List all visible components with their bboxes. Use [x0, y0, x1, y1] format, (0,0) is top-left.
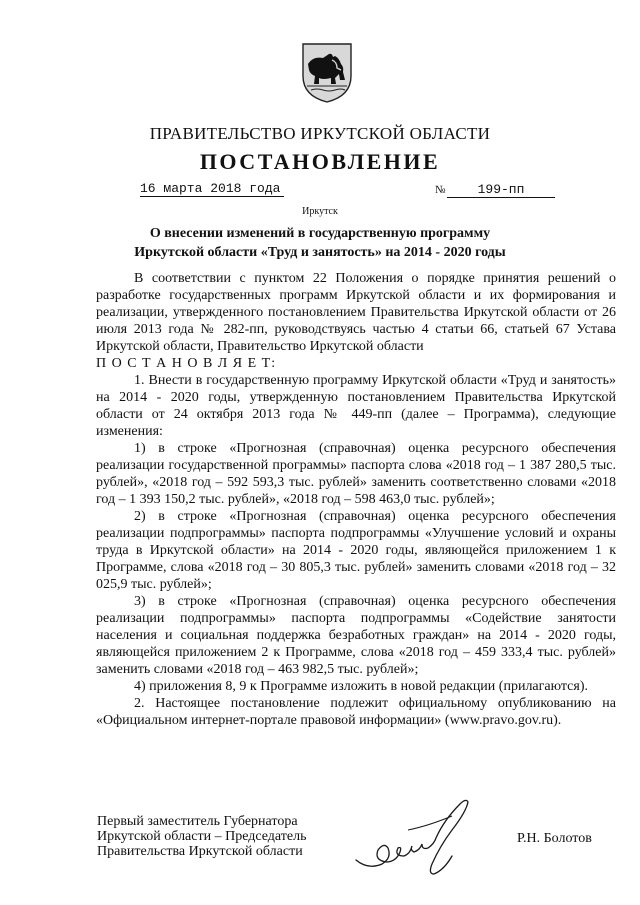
document-number: 199-пп — [447, 182, 555, 198]
paragraph-1: 1. Внести в государственную программу Иркутской области «Труд и занятость» на 2014 - 2020 годы, утвержденную постановлением Правительства Иркутской области от 24 октября 2013 года № 449-пп (далее – Программа), следующие изменения: — [96, 373, 616, 439]
document-date: 16 марта 2018 года — [140, 181, 284, 197]
document-title — [80, 224, 560, 262]
paragraph-1-item-1: 1) в строке «Прогнозная (справочная) оценка ресурсного обеспечения реализации государственной программы» паспорта слова «2018 год – 1 387 280,5 тыс. рублей», «2018 год – 592 593,3 тыс. рублей» заменить соответственно словами «2018 год – 1 393 150,2 тыс. рублей», «2018 год – 598 463,0 тыс. рублей»; — [96, 441, 616, 507]
resolves-heading: П О С Т А Н О В Л Я Е Т: — [96, 356, 277, 371]
signatory-name: Р.Н. Болотов — [517, 831, 592, 846]
paragraph-1-item-4: 4) приложения 8, 9 к Программе изложить в новой редакции (прилагаются). — [134, 679, 588, 694]
paragraph-1-item-2: 2) в строке «Прогнозная (справочная) оценка ресурсного обеспечения реализации подпрограммы» паспорта подпрограммы «Улучшение условий и охраны труда в Иркутской области» на 2014 - 2020 годы, являющейся приложением 1 к Программе, слова «2018 год – 30 805,3 тыс. рублей» заменить словами «2018 год – 32 025,9 тыс. рублей»; — [96, 509, 616, 592]
title-line-2: Иркутской области «Труд и занятость» на 2014 - 2020 годы — [134, 245, 506, 260]
handwritten-signature-icon — [348, 790, 488, 880]
signatory-position — [97, 814, 306, 859]
title-line-1: О внесении изменений в государственную программу — [149, 226, 491, 241]
city: Иркутск — [302, 206, 338, 217]
signatory-line-2: Иркутской области – Председатель — [97, 829, 307, 844]
document-type: ПОСТАНОВЛЕНИЕ — [199, 149, 441, 174]
paragraph-2: 2. Настоящее постановление подлежит официальному опубликованию на «Официальном интернет-портале правовой информации» (www.pravo.gov.ru). — [96, 696, 616, 728]
signatory-line-3: Правительства Иркутской области — [97, 844, 303, 859]
coat-of-arms-icon — [299, 40, 355, 104]
signatory-line-1: Первый заместитель Губернатора — [97, 814, 298, 829]
number-label: № — [435, 184, 446, 196]
government-name: ПРАВИТЕЛЬСТВО ИРКУТСКОЙ ОБЛАСТИ — [149, 124, 491, 143]
preamble: В соответствии с пунктом 22 Положения о порядке принятия решений о разработке государственных программ Иркутской области и их формирования и реализации, утвержденного постановлением Правительства Иркутской области от 26 июля 2013 года № 282-пп, руководствуясь частью 4 статьи 66, статьей 67 Устава Иркутской области, Правительство Иркутской области — [96, 271, 616, 354]
paragraph-1-item-3: 3) в строке «Прогнозная (справочная) оценка ресурсного обеспечения реализации подпрограммы» паспорта подпрограммы «Содействие занятости населения и социальная поддержка безработных граждан» на 2014 - 2020 годы, являющейся приложением 2 к Программе, слова «2018 год – 459 333,4 тыс. рублей» заменить словами «2018 год – 463 982,5 тыс. рублей»; — [96, 594, 616, 677]
document-body — [96, 270, 616, 729]
